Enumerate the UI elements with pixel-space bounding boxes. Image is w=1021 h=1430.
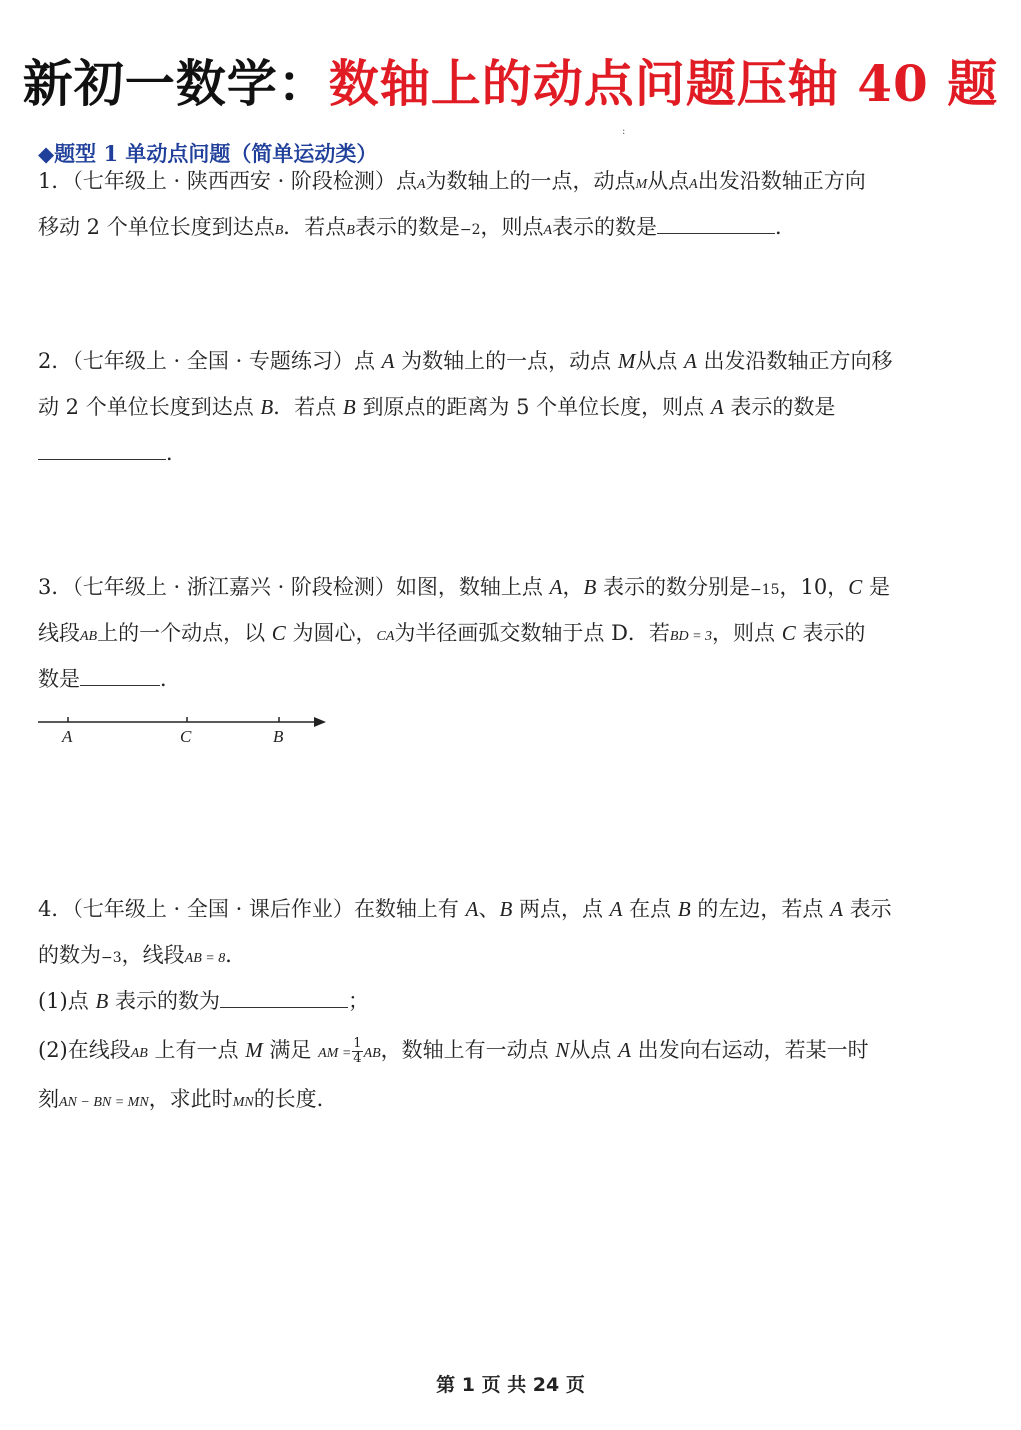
question-source: （七年级上 · 全国 · 课后作业）: [72, 897, 354, 921]
stray-mark: :: [622, 126, 626, 137]
answer-blank[interactable]: [38, 437, 166, 460]
label-a: A: [62, 727, 73, 746]
title-prefix: 新初一数学：: [22, 54, 329, 113]
question-source: （七年级上 · 陕西西安 · 阶段检测）: [72, 169, 396, 193]
question-1: 1．（七年级上 · 陕西西安 · 阶段检测）点A为数轴上的一点，动点M从点A出发沿数轴正方向 移动 2 个单位长度到达点B．若点B表示的数是−2，则点A表示的数是 ．: [38, 169, 866, 239]
question-source: （七年级上 · 浙江嘉兴 · 阶段检测）: [72, 575, 396, 599]
label-b: B: [273, 727, 284, 746]
page-footer: 第 1 页 共 24 页: [436, 1374, 585, 1396]
number-line-figure: [34, 708, 334, 748]
answer-blank[interactable]: [220, 985, 348, 1008]
question-source: （七年级上 · 全国 · 专题练习）: [72, 349, 354, 373]
question-2: 2．（七年级上 · 全国 · 专题练习）点 A 为数轴上的一点，动点 M从点 A 出发沿数轴正方向移 动 2 个单位长度到达点 B．若点 B 到原点的距离为 5 个单位长度，则点 A 表示的数是 ．: [38, 349, 893, 465]
arrow-right-icon: [314, 717, 326, 727]
section-heading: ◆题型 1 单动点问题（简单运动类）: [38, 141, 378, 166]
question-4: 4．（七年级上 · 全国 · 课后作业）在数轴上有 A、B 两点，点 A 在点 B 的左边，若点 A 表示 的数为−3，线段AB = 8． (1)点 B 表示的数为 ； (2)在线段AB 上有一点 M 满足 AM = $\frac{1}{4}$ AB，数轴上有一动点 N从点 A 出发向右运动，若某一时 刻AN − BN = MN，求此时MN的长度．: [38, 897, 892, 1111]
answer-blank[interactable]: [657, 211, 775, 234]
question-3: 3．（七年级上 · 浙江嘉兴 · 阶段检测）如图，数轴上点 A，B 表示的数分别是−15，10，C 是 线段AB上的一个动点，以 C 为圆心，CA为半径画弧交数轴于点 D．若BD = 3，则点 C 表示的 数是 ．: [38, 575, 890, 691]
label-c: C: [180, 727, 192, 746]
title-main: 数轴上的动点问题压轴 40 题: [328, 54, 999, 113]
fraction-one-quarter: $\frac{1}{4}$: [353, 1036, 362, 1066]
page-title: [0, 44, 1021, 116]
answer-blank[interactable]: [80, 663, 160, 686]
